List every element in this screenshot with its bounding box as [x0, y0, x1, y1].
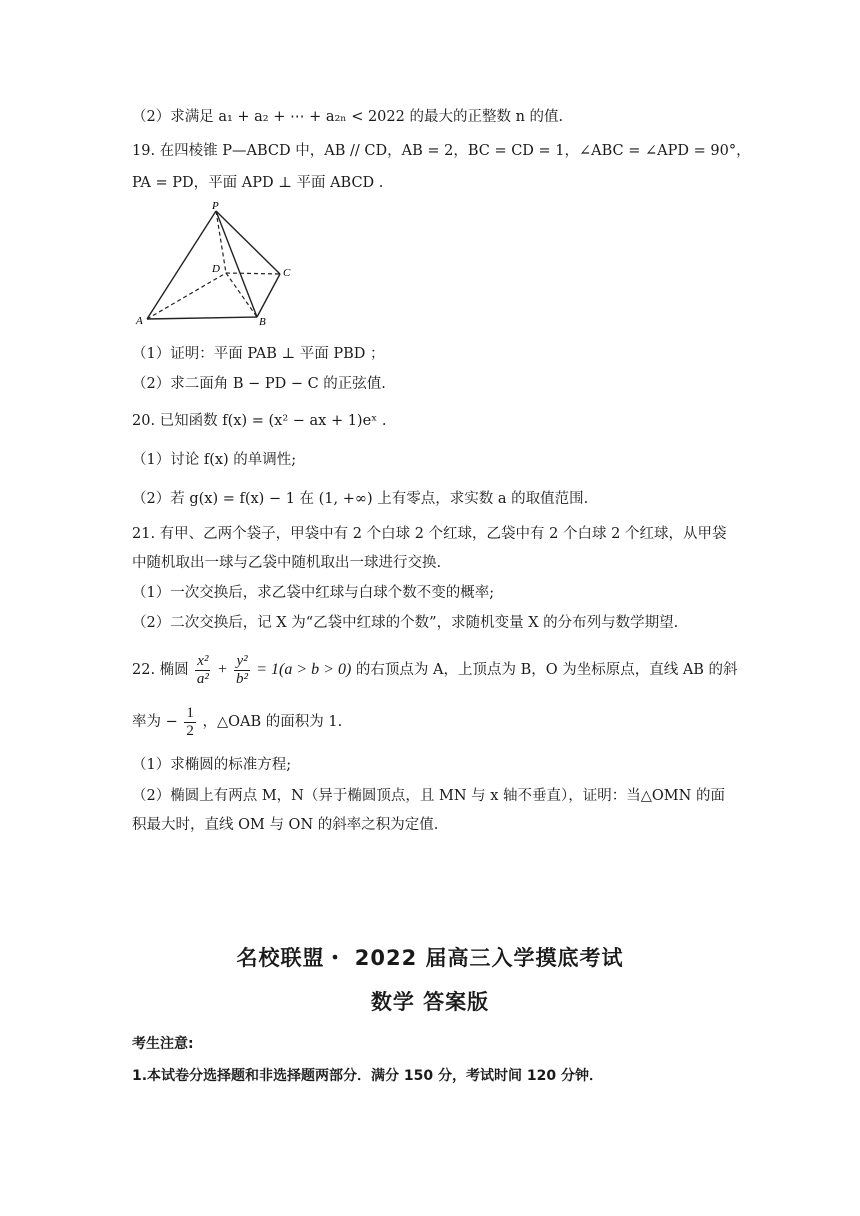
- q22-part1: （1）求椭圆的标准方程;: [132, 757, 292, 773]
- edge-PB: [216, 211, 257, 317]
- q19-stem-line1: 19. 在四棱锥 P—ABCD 中，AB // CD，AB = 2，BC = CD = 1，∠ABC = ∠APD = 90°，: [132, 143, 751, 159]
- frac2-num: y²: [236, 652, 248, 669]
- q22-prefix: 22. 椭圆: [132, 662, 189, 678]
- pyramid-figure: [134, 200, 304, 335]
- q20-part2: （2）若 g(x) = f(x) − 1 在 (1, +∞) 上有零点，求实数 a 的取值范围.: [132, 491, 589, 507]
- q22-part2-line2: 积最大时，直线 OM 与 ON 的斜率之积为定值.: [132, 817, 439, 833]
- slope-den: 2: [186, 722, 194, 739]
- exam-title: 名校联盟・ 2022 届高三入学摸底考试: [236, 946, 624, 970]
- edge-PA: [147, 211, 216, 319]
- q22-stem-line1: [132, 646, 752, 694]
- q20-stem: 20. 已知函数 f(x) = (x² − ax + 1)eˣ .: [132, 413, 387, 429]
- exam-subtitle: 数学 答案版: [370, 990, 490, 1014]
- label-P: P: [212, 200, 219, 212]
- q21-part2: （2）二次交换后，记 X 为“乙袋中红球的个数”，求随机变量 X 的分布列与数学期望.: [132, 615, 679, 631]
- label-A: A: [136, 315, 143, 327]
- frac1-num: x²: [197, 652, 209, 669]
- q19-part2: （2）求二面角 B − PD − C 的正弦值.: [132, 376, 386, 392]
- edge-DC: [226, 273, 280, 274]
- label-D: D: [212, 263, 220, 275]
- q20-part1: （1）讨论 f(x) 的单调性;: [132, 452, 297, 468]
- q21-stem-line2: 中随机取出一球与乙袋中随机取出一球进行交换.: [132, 555, 442, 571]
- edge-PC: [216, 211, 280, 274]
- q21-part1: （1）一次交换后，求乙袋中红球与白球个数不变的概率;: [132, 585, 495, 601]
- q22-part2-line1: （2）椭圆上有两点 M，N（异于椭圆顶点，且 MN 与 x 轴不垂直），证明：当△OMN 的面: [132, 788, 725, 804]
- q21-stem-line1: 21. 有甲、乙两个袋子，甲袋中有 2 个白球 2 个红球，乙袋中有 2 个白球 2 个红球，从甲袋: [132, 526, 727, 542]
- edge-DB: [226, 273, 257, 317]
- frac1-den: a²: [196, 670, 209, 687]
- slope-rest: ，△OAB 的面积为 1.: [202, 714, 343, 730]
- edge-BC: [257, 274, 280, 317]
- label-C: C: [283, 267, 291, 279]
- equation-tail: = 1(a > b > 0): [256, 661, 352, 678]
- slope-num: 1: [186, 704, 194, 721]
- q22-stem-line2: [132, 700, 752, 744]
- q19-stem-line2: PA = PD，平面 APD ⊥ 平面 ABCD .: [132, 175, 384, 191]
- edge-AB: [147, 317, 257, 319]
- fraction-one-half: [184, 705, 196, 740]
- slope-prefix: 率为 −: [132, 714, 178, 730]
- q22-stem-rest: 的右顶点为 A，上顶点为 B，O 为坐标原点，直线 AB 的斜: [355, 662, 738, 678]
- fraction-y2-b2: [234, 653, 249, 688]
- fraction-x2-a2: [195, 653, 210, 688]
- label-B: B: [259, 316, 266, 328]
- q18-part2: （2）求满足 a₁ + a₂ + ⋯ + a₂ₙ < 2022 的最大的正整数 n 的值.: [132, 109, 564, 125]
- notice-label: 考生注意:: [132, 1036, 194, 1052]
- q19-part1: （1）证明：平面 PAB ⊥ 平面 PBD ；: [132, 346, 385, 362]
- notice-item-1: 1.本试卷分选择题和非选择题两部分．满分 150 分，考试时间 120 分钟．: [132, 1068, 604, 1084]
- frac2-den: b²: [236, 670, 249, 687]
- edge-AD: [147, 273, 226, 319]
- plus-sign: +: [217, 661, 228, 678]
